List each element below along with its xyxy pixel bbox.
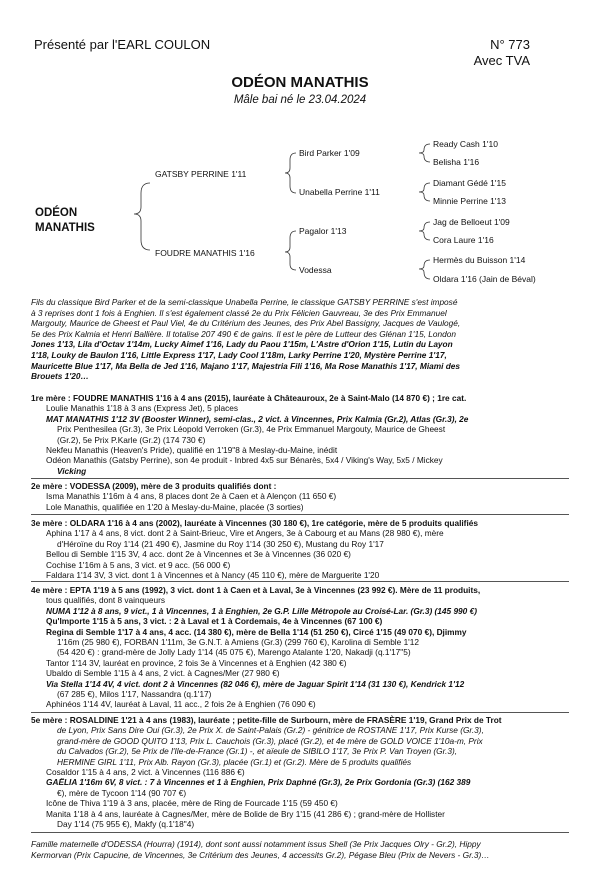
produce-line: Faldara 1'14 3V, 3 vict. dont 1 à Vincennes et à Nancy (45 110 €), mère de Marguerite 1'20 — [46, 570, 380, 581]
second-dam-heading: 2e mère : VODESSA (2009), mère de 3 produits qualifiés dont : — [31, 481, 277, 491]
lot-number: N° 773 — [490, 37, 530, 52]
produce-line: NUMA 1'12 à 8 ans, 9 vict., 1 à Vincennes, 1 à Enghien, 2e G.P. Lille Métropole au Croisé-Lar. (Gr.3) (145 990 €) — [46, 605, 477, 616]
produce-line: Odéon Manathis (Gatsby Perrine), son 4e produit - Inbred 4x5 sur Bénarès, 5x4 / Viking's Way, 5x5 / Mickey — [46, 455, 443, 466]
produce-line: GAËLIA 1'16m 6V, 8 vict. : 7 à Vincennes et 1 à Enghien, Prix Daphné (Gr.3), 2e Prix Gordonia (Gr.3) (162 389 — [46, 777, 471, 788]
produce-line: Tantor 1'14 3V, lauréat en province, 2 fois 3e à Vincennes et à Enghien (42 380 €) — [46, 657, 347, 668]
family-line: Kermorvan (Prix Capucine, de Vincennes, 3e Critérium des Jeunes, 4 accessits Gr.2), Pégase Bleu (Prix de Nevers - Gr.3)… — [31, 849, 490, 860]
pedigree-sdd: Minnie Perrine 1'13 — [433, 196, 506, 206]
intro-line: à 3 reprises dont 1 fois à Enghien. Il s'est également classé 2e du Prix Félicien Gauvreau, 3e des Prix Emmanuel — [31, 307, 447, 318]
third-dam-section — [31, 518, 569, 580]
section-divider — [31, 832, 569, 833]
produce-line: Prix Penthesilea (Gr.3), 3e Prix Léopold Verroken (Gr.3), 4e Prix Emmanuel Margouty, Maurice de Gheest — [57, 424, 446, 435]
produce-line: Nekfeu Manathis (Heaven's Pride), qualifié en 1'19"8 à Meslay-du-Maine, inédit — [46, 445, 338, 456]
produce-line: Via Stella 1'14 4V, 4 vict. dont 2 à Vincennes (82 046 €), mère de Jaguar Spirit 1'14 (31 130 €), Kendrick 1'12 — [46, 678, 465, 689]
intro-line: Jones 1'13, Lila d'Octav 1'14m, Lucky Aimef 1'16, Lady du Paou 1'15m, L'Astre d'Orion 1'15, Lutin du Layon — [31, 339, 453, 350]
produce-line: MAT MANATHIS 1'12 3V (Booster Winner), semi-clas., 2 vict. à Vincennes, Prix Kalmia (Gr.2), Atlas (Gr.3), 2e — [46, 413, 469, 424]
pedigree-dsd: Cora Laure 1'16 — [433, 235, 494, 245]
produce-line: Cochise 1'16m à 5 ans, 3 vict. et 9 acc. (56 000 €) — [46, 559, 231, 570]
family-note — [31, 839, 569, 860]
pedigree-sire: GATSBY PERRINE 1'11 — [155, 169, 247, 179]
section-divider — [31, 581, 569, 582]
pedigree-dam-sire: Pagalor 1'13 — [299, 226, 347, 236]
pedigree-sire-dam: Unabella Perrine 1'11 — [299, 187, 380, 197]
produce-line: grand-mère de GOOD QUITO 1'13, Prix L. Cauchois (Gr.3), placé (Gr.2), et 4e mère de GOLD VOICE 1'10a-m, Prix — [57, 735, 483, 746]
pedigree-horse-name — [35, 206, 95, 236]
section-divider — [31, 514, 569, 515]
pedigree-ssd: Belisha 1'16 — [433, 157, 480, 167]
first-dam-section — [31, 393, 569, 476]
pedigree-sss: Ready Cash 1'10 — [433, 139, 498, 149]
second-dam-section — [31, 481, 569, 512]
produce-line: Regina di Semble 1'17 à 4 ans, 4 acc. (14 380 €), mère de Bella 1'14 (51 250 €), Circé 1'15 (49 070 €), Djimmy — [46, 626, 467, 637]
produce-line: Aphina 1'17 à 4 ans, 8 vict. dont 2 à Saint-Brieuc, Vire et Angers, 3e à Cabourg et au Mans (28 980 €), mère — [46, 528, 444, 539]
section-divider — [31, 478, 569, 479]
produce-line: (54 420 €) : grand-mère de Jolly Lady 1'14 (45 075 €), Marengo Atalante 1'20, Nakadji (q.1'17"5) — [57, 647, 411, 658]
fifth-dam-heading: 5e mère : ROSALDINE 1'21 à 4 ans (1983), lauréate ; petite-fille de Surbourn, mère de FRASÈRE 1'19, Grand Prix de Trot — [31, 715, 502, 725]
produce-line: Cosaldor 1'15 à 4 ans, 2 vict. à Vincennes (116 886 €) — [46, 767, 245, 778]
pedigree-dss: Jag de Belloeut 1'09 — [433, 217, 510, 227]
produce-line: Loulie Manathis 1'18 à 3 ans (Express Jet), 5 places — [46, 403, 239, 414]
family-line: Famille maternelle d'ODESSA (Hourra) (1914), dont sont aussi notamment issus Shell (3e Prix Jacques Olry - Gr.2), Hippy — [31, 839, 481, 849]
fourth-dam-section — [31, 585, 569, 710]
fourth-dam-heading: 4e mère : EPTA 1'19 à 5 ans (1992), 3 vict. dont 1 à Caen et à Laval, 3e à Vincennes (23 992 €). Mère de 11 produits, — [31, 585, 481, 595]
tax-status: Avec TVA — [473, 53, 530, 68]
intro-line: 5e des Prix Kalmia et Henri Ballière. Il totalise 207 490 € de gains. Il est le père de Lutteur des Glénan 1'15, London — [31, 328, 456, 339]
produce-line: Day 1'14 (75 955 €), Makfy (q.1'18"4) — [57, 819, 195, 830]
horse-title: ODÉON MANATHIS — [231, 74, 369, 91]
intro-line: Brouets 1'20… — [31, 371, 89, 382]
first-dam-heading: 1re mère : FOUDRE MANATHIS 1'16 à 4 ans (2015), lauréate à Châteauroux, 2e à Saint-Malo (14 870 €) ; 1re cat. — [31, 393, 467, 403]
fifth-dam-section — [31, 715, 569, 829]
produce-line: Ubaldo di Semble 1'15 à 4 ans, 2 vict. à Cagnes/Mer (27 980 €) — [46, 668, 280, 679]
presenter-label: Présenté par l'EARL COULON — [34, 37, 211, 52]
produce-line: Icône de Thiva 1'19 à 3 ans, placée, mère de Ring de Fourcade 1'15 (59 450 €) — [46, 798, 338, 809]
produce-line: du Calvados (Gr.2), 5e Prix de l'Ile-de-France (Gr.1) -, et aïeule de SIBILO 1'17, 3e Prix P. Van Troyen (Gr.3), — [57, 746, 458, 757]
produce-line: d'Héroïne du Roy 1'14 (21 490 €), Jasmine du Roy 1'14 (30 250 €), Mustang du Roy 1'17 — [57, 538, 384, 549]
produce-line: HERMINE GIRL 1'11, Prix Alb. Rayon (Gr.3), placée (Gr.1) et (Gr.2). Mère de 5 produits qualifiés — [57, 756, 412, 767]
produce-line: de Lyon, Prix Sans Dire Oui (Gr.3), 2e Prix X. de Saint-Palais (Gr.2) - génitrice de ROSTANE 1'17, Prix Kurse (Gr.3), — [57, 725, 484, 736]
pedigree-ddd: Oldara 1'16 (Jain de Béval) — [433, 274, 536, 284]
produce-line: Vicking — [57, 465, 87, 476]
pedigree-dam-dam: Vodessa — [299, 265, 332, 275]
produce-line: Qu'Importe 1'15 à 5 ans, 3 vict. : 2 à Laval et 1 à Cordemais, 4e à Vincennes (67 100 €) — [46, 616, 383, 627]
intro-line: Mauricette Blue 1'17, Ma Bella de Jed 1'16, Majano 1'17, Majestria Fili 1'16, Ma Rose Manathis 1'17, Miami des — [31, 360, 461, 371]
produce-line: €), mère de Tycoon 1'14 (90 707 €) — [57, 787, 187, 798]
pedigree-sire-sire: Bird Parker 1'09 — [299, 148, 360, 158]
produce-line: Aphinéos 1'14 4V, lauréat à Laval, 11 acc., 2 fois 2e à Enghien (76 090 €) — [46, 699, 316, 710]
intro-line: 1'18, Louky de Baulon 1'16, Little Express 1'17, Lady Cool 1'18m, Larky Perrine 1'20, Mystère Perrine 1'17, — [31, 349, 447, 360]
produce-line: Manita 1'18 à 4 ans, lauréate à Cagnes/Mer, mère de Bolide de Bry 1'15 (41 286 €) ; grand-mère de Hollister — [46, 808, 445, 819]
pedigree-sds: Diamant Gédé 1'15 — [433, 178, 506, 188]
horse-subtitle: Mâle bai né le 23.04.2024 — [233, 94, 367, 106]
produce-line: (Gr.2), 5e Prix P.Karle (Gr.2) (174 730 €) — [57, 434, 206, 445]
produce-line: 1'16m (25 980 €), FORBAN 1'11m, 3e G.N.T. à Amiens (Gr.3) (299 760 €), Karolina di Semble 1'12 — [57, 637, 419, 648]
produce-line: Lole Manathis, qualifiée en 1'20 à Meslay-du-Maine, placée (3 sorties) — [46, 501, 304, 512]
produce-line: Isma Manathis 1'16m à 4 ans, 8 places dont 2e à Caen et à Alençon (11 650 €) — [46, 491, 337, 502]
produce-line: (67 285 €), Milos 1'17, Nassandra (q.1'17) — [57, 689, 212, 700]
pedigree-dds: Hermès du Buisson 1'14 — [433, 255, 526, 265]
intro-line: Margouty, Maurice de Gheest et Paul Viel, 4e du Critérium des Jeunes, des Prix Abel Bassigny, Jacques de Vaulogé, — [31, 318, 461, 329]
produce-line: tous qualifiés, dont 8 vainqueurs — [46, 595, 166, 606]
pedigree-horse-line2: MANATHIS — [35, 222, 95, 234]
third-dam-heading: 3e mère : OLDARA 1'16 à 4 ans (2002), lauréate à Vincennes (30 180 €), 1re catégorie, mère de 5 produits qualifiés — [31, 518, 478, 528]
pedigree-horse-line1: ODÉON — [35, 207, 78, 219]
intro-line: Fils du classique Bird Parker et de la semi-classique Unabella Perrine, le classique GATSBY PERRINE s'est imposé — [31, 297, 458, 307]
produce-line: Bellou di Semble 1'15 3V, 4 acc. dont 2e à Vincennes et 3e à Vincennes (36 020 €) — [46, 549, 351, 560]
section-divider — [31, 712, 569, 713]
sire-description — [31, 297, 569, 382]
pedigree-dam: FOUDRE MANATHIS 1'16 — [155, 248, 255, 258]
